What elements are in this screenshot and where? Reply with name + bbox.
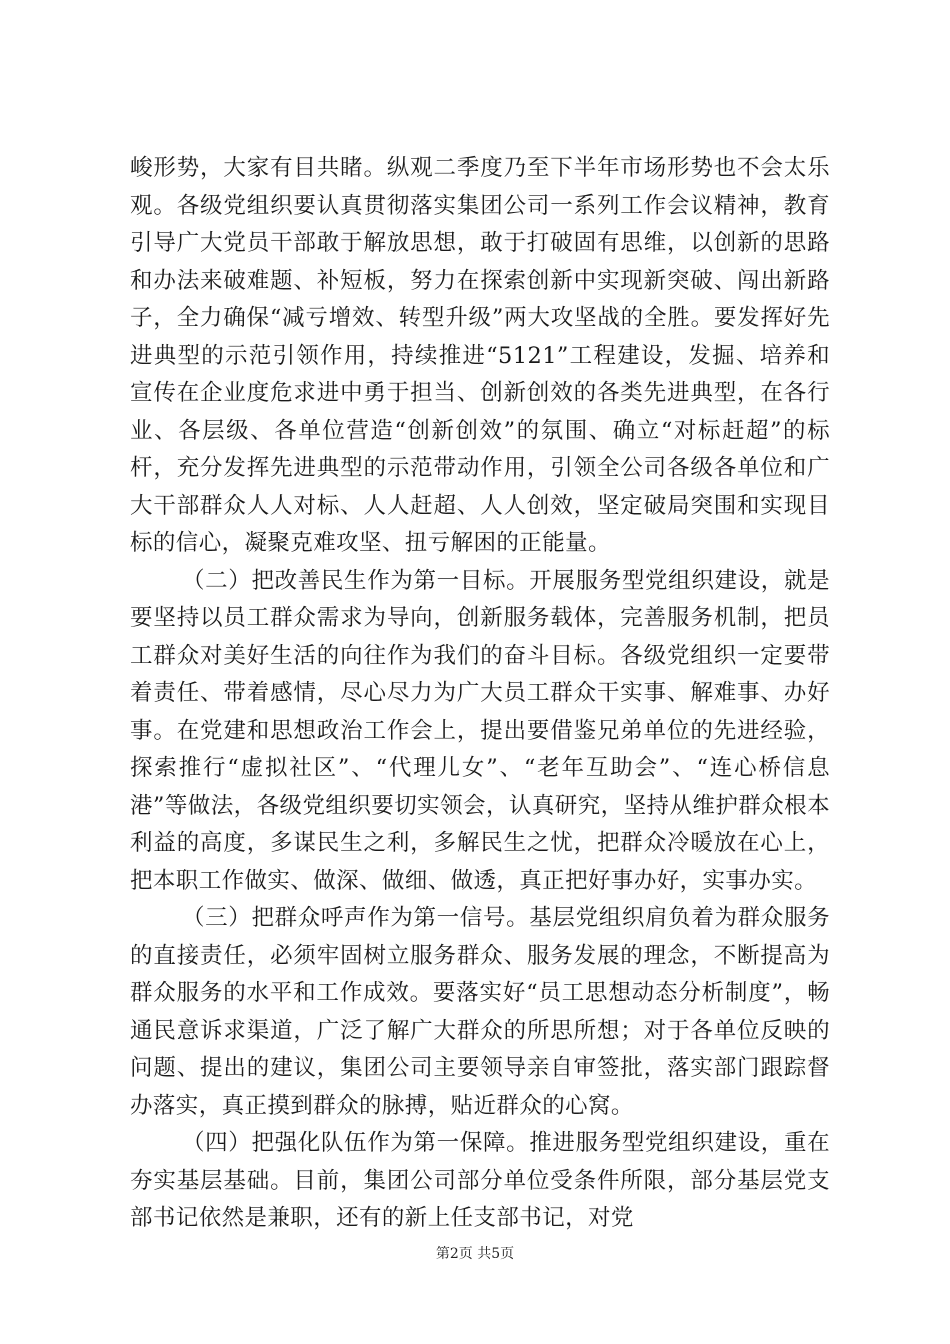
document-body <box>130 150 830 1238</box>
page-number-footer: 第2页 共5页 <box>435 1246 515 1262</box>
paragraph-1: 峻形势，大家有目共睹。纵观二季度乃至下半年市场形势也不会太乐观。各级党组织要认真贯彻落实集团公司一系列工作会议精神，教育引导广大党员干部敢于解放思想，敢于打破固有思维，以创新的思路和办法来破难题、补短板，努力在探索创新中实现新突破、闯出新路子，全力确保“减亏增效、转型升级”两大攻坚战的全胜。要发挥好先进典型的示范引领作用，持续推进“5121”工程建设，发掘、培养和宣传在企业度危求进中勇于担当、创新创效的各类先进典型，在各行业、各层级、各单位营造“创新创效”的氛围、确立“对标赶超”的标杆，充分发挥先进典型的示范带动作用，引领全公司各级各单位和广大干部群众人人对标、人人赶超、人人创效，坚定破局突围和实现目标的信心，凝聚克难攻坚、扭亏解困的正能量。 <box>130 155 830 556</box>
paragraph-3: （三）把群众呼声作为第一信号。基层党组织肩负着为群众服务的直接责任，必须牢固树立服务群众、服务发展的理念，不断提高为群众服务的水平和工作成效。要落实好“员工思想动态分析制度”，畅通民意诉求渠道，广泛了解广大群众的所思所想；对于各单位反映的问题、提出的建议，集团公司主要领导亲自审签批，落实部门跟踪督办落实，真正摸到群众的脉搏，贴近群众的心窝。 <box>130 905 830 1119</box>
paragraph-4: （四）把强化队伍作为第一保障。推进服务型党组织建设，重在夯实基层基础。目前，集团公司部分单位受条件所限，部分基层党支部书记依然是兼职，还有的新上任支部书记，对党 <box>130 1130 830 1231</box>
paragraph-2: （二）把改善民生作为第一目标。开展服务型党组织建设，就是要坚持以员工群众需求为导向，创新服务载体，完善服务机制，把员工群众对美好生活的向往作为我们的奋斗目标。各级党组织一定要带着责任、带着感情，尽心尽力为广大员工群众干实事、解难事、办好事。在党建和思想政治工作会上，提出要借鉴兄弟单位的先进经验，探索推行“虚拟社区”、“代理儿女”、“老年互助会”、“连心桥信息港”等做法，各级党组织要切实领会，认真研究，坚持从维护群众根本利益的高度，多谋民生之利，多解民生之忧，把群众冷暖放在心上，把本职工作做实、做深、做细、做透，真正把好事办好，实事办实。 <box>130 567 830 894</box>
